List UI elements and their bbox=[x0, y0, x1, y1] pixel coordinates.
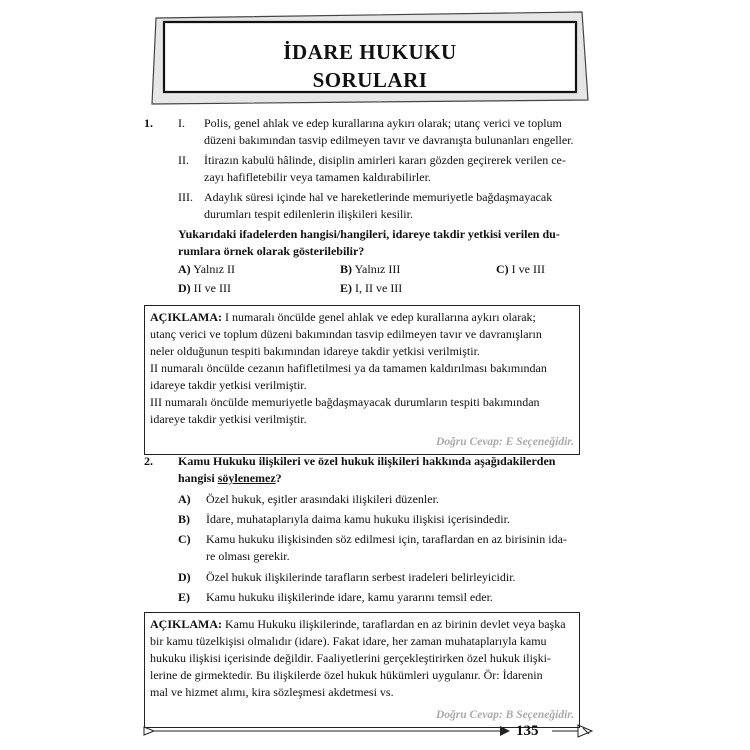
page-footer bbox=[140, 720, 595, 742]
premise-line: düzeni bakımından tasvip edilmeyen tavır ve davranışta bulunanları engeller. bbox=[204, 133, 574, 147]
explanation-box-1 bbox=[144, 305, 580, 455]
question-2 bbox=[144, 453, 588, 613]
option-b[interactable] bbox=[340, 261, 400, 278]
premise-line: Polis, genel ahlak ve edep kurallarına aykırı olarak; utanç verici ve toplum bbox=[204, 116, 562, 130]
option-letter: C) bbox=[178, 532, 191, 546]
explanation-line bbox=[150, 616, 574, 633]
chapter-title bbox=[150, 38, 590, 94]
chapter-title-line2: SORULARI bbox=[312, 68, 428, 92]
correct-answer: Doğru Cevap: B Seçeneğidir. bbox=[436, 709, 574, 721]
question-1 bbox=[144, 115, 588, 295]
option-text: Özel hukuk, eşitler arasındaki ilişkileri düzenler. bbox=[206, 492, 439, 506]
premise-numeral: III. bbox=[178, 190, 193, 204]
explanation-line: hukuku ilişkisi içerisinde değildir. Faaliyetlerini gerçekleştirirken özel hukuk ilişki- bbox=[150, 651, 551, 665]
option-line: Kamu hukuku ilişkisinden söz edilmesi için, taraflardan en az birisinin ida- bbox=[206, 532, 567, 546]
question-stem bbox=[178, 226, 588, 260]
stem-line bbox=[178, 470, 588, 487]
explanation-line: idareye takdir yetkisi verilmiştir. bbox=[150, 378, 307, 392]
premise-text bbox=[204, 152, 588, 186]
option-a[interactable] bbox=[178, 261, 235, 278]
option-letter: E) bbox=[340, 281, 352, 295]
premise-numeral: II. bbox=[178, 153, 189, 167]
explanation-line: utanç verici ve toplum düzeni bakımından tasvip edilmeyen tavır ve davranışların bbox=[150, 327, 542, 341]
option-d[interactable] bbox=[178, 280, 231, 297]
option-text: İdare, muhataplarıyla daima kamu hukuku ilişkisi içerisindedir. bbox=[206, 512, 510, 526]
chapter-banner bbox=[150, 8, 590, 106]
premise-numeral: I. bbox=[178, 116, 185, 130]
explanation-line: III numaralı öncülde memuriyetle bağdaşmayacak durumların tespiti bakımından bbox=[150, 395, 540, 409]
question-stem bbox=[178, 453, 588, 487]
premise-line: Adaylık süresi içinde hal ve hareketlerinde memuriyetle bağdaşmayacak bbox=[204, 190, 553, 204]
option-letter: B) bbox=[178, 512, 190, 526]
option-letter: A) bbox=[178, 492, 191, 506]
option-text: Özel hukuk ilişkilerinde tarafların serbest iradeleri belirleyicidir. bbox=[206, 570, 516, 584]
option-e[interactable] bbox=[340, 280, 402, 297]
explanation-line: bir kamu tüzelkişisi olmalıdır (idare). Fakat idare, her zaman muhataplarıyla kamu bbox=[150, 634, 547, 648]
option-letter: A) bbox=[178, 262, 191, 276]
option-text: I, II ve III bbox=[355, 281, 403, 295]
option-letter: D) bbox=[178, 570, 191, 584]
option-text: II ve III bbox=[193, 281, 231, 295]
chapter-title-line1: İDARE HUKUKU bbox=[283, 40, 457, 64]
explanation-label: AÇIKLAMA: bbox=[150, 310, 222, 324]
option-text bbox=[206, 531, 588, 565]
option-letter: D) bbox=[178, 281, 191, 295]
explanation-label: AÇIKLAMA: bbox=[150, 617, 222, 631]
option-text: I ve III bbox=[511, 262, 545, 276]
premise-text bbox=[204, 189, 588, 223]
stem-line: Kamu Hukuku ilişkileri ve özel hukuk ilişkileri hakkında aşağıdakilerden bbox=[178, 454, 556, 468]
stem-text: ? bbox=[275, 471, 282, 485]
option-letter: C) bbox=[496, 262, 509, 276]
correct-answer: Doğru Cevap: E Seçeneğidir. bbox=[436, 436, 574, 448]
premise-line: zayı hafifletebilir veya tamamen kaldırabilirler. bbox=[204, 170, 431, 184]
page-number: 135 bbox=[516, 723, 539, 739]
explanation-line: II numaralı öncülde cezanın hafifletilmesi ya da tamamen kaldırılması bakımından bbox=[150, 361, 547, 375]
option-line: re olması gerekir. bbox=[206, 549, 290, 563]
option-text: Yalnız II bbox=[193, 262, 236, 276]
explanation-line: mal ve hizmet alımı, kira sözleşmesi akdetmesi vs. bbox=[150, 685, 394, 699]
option-c[interactable] bbox=[496, 261, 545, 278]
stem-line: rumlara örnek olarak gösterilebilir? bbox=[178, 244, 365, 258]
explanation-text: I numaralı öncülde genel ahlak ve edep kurallarına aykırı olarak; bbox=[225, 310, 536, 324]
option-letter: B) bbox=[340, 262, 352, 276]
stem-emphasis: söylenemez bbox=[217, 471, 276, 485]
explanation-line: lerine de girmektedir. Bu ilişkilerde özel hukuk hükümleri uygulanır. Ör: İdarenin bbox=[150, 668, 543, 682]
option-letter: E) bbox=[178, 590, 190, 604]
explanation-line: neler olduğunun tespiti bakımından idareye takdir yetkisi verilmiştir. bbox=[150, 344, 480, 358]
option-text: Yalnız III bbox=[354, 262, 401, 276]
premise-line: durumları tespit edilenlerin ilişkileri kesilir. bbox=[204, 207, 413, 221]
premise-line: İtirazın kabulü hâlinde, disiplin amirleri kararı gözden geçirerek verilen ce- bbox=[204, 153, 566, 167]
explanation-line bbox=[150, 309, 574, 326]
explanation-text: Kamu Hukuku ilişkilerinde, taraflardan en az birinin devlet veya başka bbox=[225, 617, 566, 631]
explanation-line: idareye takdir yetkisi verilmiştir. bbox=[150, 412, 307, 426]
option-text: Kamu hukuku ilişkilerinde idare, kamu yararını temsil eder. bbox=[206, 590, 493, 604]
question-number: 2. bbox=[144, 454, 153, 468]
stem-line: Yukarıdaki ifadelerden hangisi/hangileri, idareye takdir yetkisi verilen du- bbox=[178, 227, 560, 241]
premise-text bbox=[204, 115, 588, 149]
explanation-box-2 bbox=[144, 612, 580, 728]
stem-text: hangisi bbox=[178, 471, 218, 485]
question-number: 1. bbox=[144, 116, 153, 130]
